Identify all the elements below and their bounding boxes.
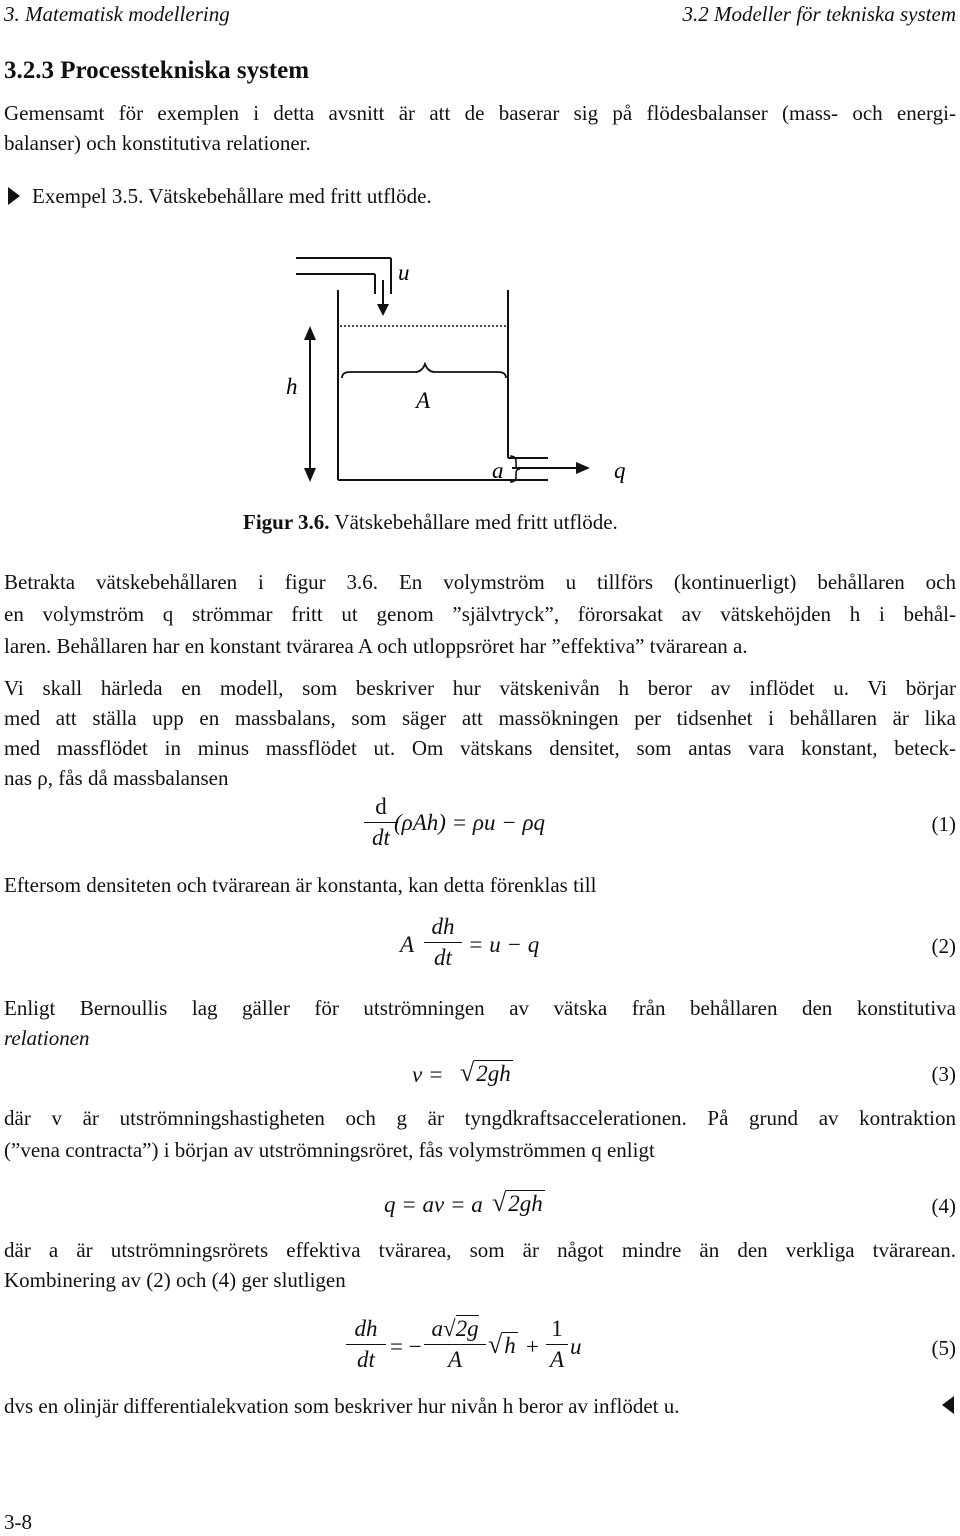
eq2-fraction: [424, 914, 462, 971]
eq5-fraction-bar-1: [346, 1344, 386, 1345]
example-heading-text: Exempel 3.5. Vätskebehållare med fritt utflöde.: [32, 184, 432, 208]
para2-line-2: med att ställa upp en massbalans, som säger att massökningen per tidsenhet i behållaren är lika: [4, 706, 956, 730]
para6-line-1: där a är utströmningsrörets effektiva tvärarea, som är något mindre än den verkliga tvärarean.: [4, 1238, 956, 1262]
eq2-numerator: dh: [431, 914, 455, 939]
eq4-lhs: q = av = a: [384, 1192, 483, 1217]
eq5-numerator-3: 1: [551, 1316, 563, 1341]
header-section: 3.2 Modeller för tekniska system: [682, 2, 956, 26]
eq1-number: (1): [931, 812, 956, 836]
triangle-left-icon: [942, 1396, 954, 1419]
eq5-number: (5): [931, 1336, 956, 1360]
triangle-right-icon: [8, 187, 20, 205]
eq4-radicand: 2gh: [508, 1191, 543, 1216]
eq2-denominator: dt: [434, 945, 452, 970]
eq3-radicand: 2gh: [476, 1061, 511, 1086]
para1-line-1: Betrakta vätskebehållaren i figur 3.6. En volymström u tillförs (kontinuerligt) behållaren och: [4, 570, 956, 594]
tank-figure: [0, 230, 960, 500]
label-a: a: [492, 458, 504, 483]
example-heading: [8, 184, 432, 209]
intro-line-2: balanser) och konstitutiva relationer.: [4, 131, 311, 155]
label-h: h: [286, 374, 298, 399]
eq1-numerator: d: [375, 794, 387, 819]
eq5-u: u: [570, 1334, 582, 1359]
eq2-number: (2): [931, 934, 956, 958]
section-title: 3.2.3 Processtekniska system: [4, 57, 310, 84]
eq5-denominator-3: A: [549, 1347, 565, 1372]
para2-line-1: Vi skall härleda en modell, som beskriver hur vätskenivån h beror av inflödet u. Vi börjar: [4, 676, 956, 700]
eq3-number: (3): [931, 1062, 956, 1086]
header-chapter: 3. Matematisk modellering: [4, 2, 230, 26]
para4-line-2: relationen: [4, 1026, 90, 1050]
h-arrow-head-down: [304, 468, 316, 482]
sqrt-icon: √: [442, 1316, 456, 1341]
sqrt-icon: √: [460, 1058, 475, 1087]
para2-line-4: nas ρ, fås då massbalansen: [4, 766, 229, 790]
eq5-sqrt-h-radicand: h: [504, 1333, 516, 1358]
intro-line-1: Gemensamt för exemplen i detta avsnitt är att de baserar sig på flödesbalanser (mass- och energi-: [4, 101, 956, 125]
page-number: 3-8: [4, 1510, 32, 1534]
inflow-arrow-head: [377, 304, 389, 316]
eq1-fraction-bar: [364, 822, 398, 823]
label-q: q: [614, 458, 626, 483]
eq4-sqrt: [492, 1188, 545, 1218]
eq5-fraction-bar-3: [546, 1344, 568, 1345]
eq1-fraction: [364, 794, 398, 851]
para2-line-3: med massflödet in minus massflödet ut. Om vätskans densitet, som antas vara konstant, beteck-: [4, 736, 956, 760]
para7: dvs en olinjär differentialekvation som beskriver hur nivån h beror av inflödet u.: [4, 1394, 680, 1418]
figure-caption: [243, 510, 618, 535]
para5-line-1: där v är utströmningshastigheten och g är tyngdkraftsaccelerationen. På grund av kontraktion: [4, 1106, 956, 1130]
eq5-numerator-2-a: a: [431, 1316, 443, 1341]
eq5-numerator-2: [424, 1316, 486, 1342]
eq3-lhs: v =: [412, 1062, 444, 1087]
eq5-fraction-bar-2: [424, 1344, 486, 1345]
eq2-fraction-bar: [424, 942, 462, 943]
para6-line-2: Kombinering av (2) och (4) ger slutligen: [4, 1268, 346, 1292]
eq5-fraction-1: [346, 1316, 386, 1373]
para4-line-1: Enligt Bernoullis lag gäller för utströmningen av vätska från behållaren den konstitutiva: [4, 996, 956, 1020]
eq2-rhs: = u − q: [468, 932, 540, 957]
eq5-denominator-1: dt: [357, 1347, 375, 1372]
outflow-arrow-head: [576, 462, 590, 474]
para5-line-2: (”vena contracta”) i början av utströmningsröret, fås volymströmmen q enligt: [4, 1138, 655, 1162]
area-brace: [342, 364, 506, 378]
sqrt-icon: √: [492, 1188, 507, 1217]
eq1-denominator: dt: [372, 825, 390, 850]
eq5-plus: +: [526, 1334, 539, 1359]
label-u: u: [398, 260, 410, 285]
eq2-lhs: A: [400, 932, 415, 957]
eq5-denominator-2: A: [447, 1347, 463, 1372]
eq1-rhs: (ρAh) = ρu − ρq: [394, 810, 546, 835]
eq5-fraction-2: [424, 1316, 486, 1373]
para3: Eftersom densiteten och tvärarean är konstanta, kan detta förenklas till: [4, 873, 597, 897]
para1-line-3: laren. Behållaren har en konstant tvärarea A och utloppsröret har ”effektiva” tvärarean a.: [4, 634, 748, 658]
figure-caption-number: Figur 3.6.: [243, 510, 330, 534]
label-A: A: [416, 388, 431, 413]
h-arrow-head-up: [304, 326, 316, 340]
eq4-number: (4): [931, 1194, 956, 1218]
figure-caption-text: Vätskebehållare med fritt utflöde.: [334, 510, 618, 534]
eq5-numerator-2-radicand: 2g: [455, 1316, 479, 1341]
para1-line-2: en volymström q strömmar fritt ut genom ”självtryck”, förorsakat av vätskehöjden h i behål-: [4, 602, 956, 626]
sqrt-icon: √: [488, 1330, 503, 1359]
eq5-fraction-3: [546, 1316, 568, 1373]
eq5-numerator-1: dh: [354, 1316, 378, 1341]
eq5-sqrt-h: [488, 1330, 518, 1360]
eq5-equals-minus: = −: [390, 1334, 422, 1359]
eq3-sqrt: [460, 1058, 513, 1088]
